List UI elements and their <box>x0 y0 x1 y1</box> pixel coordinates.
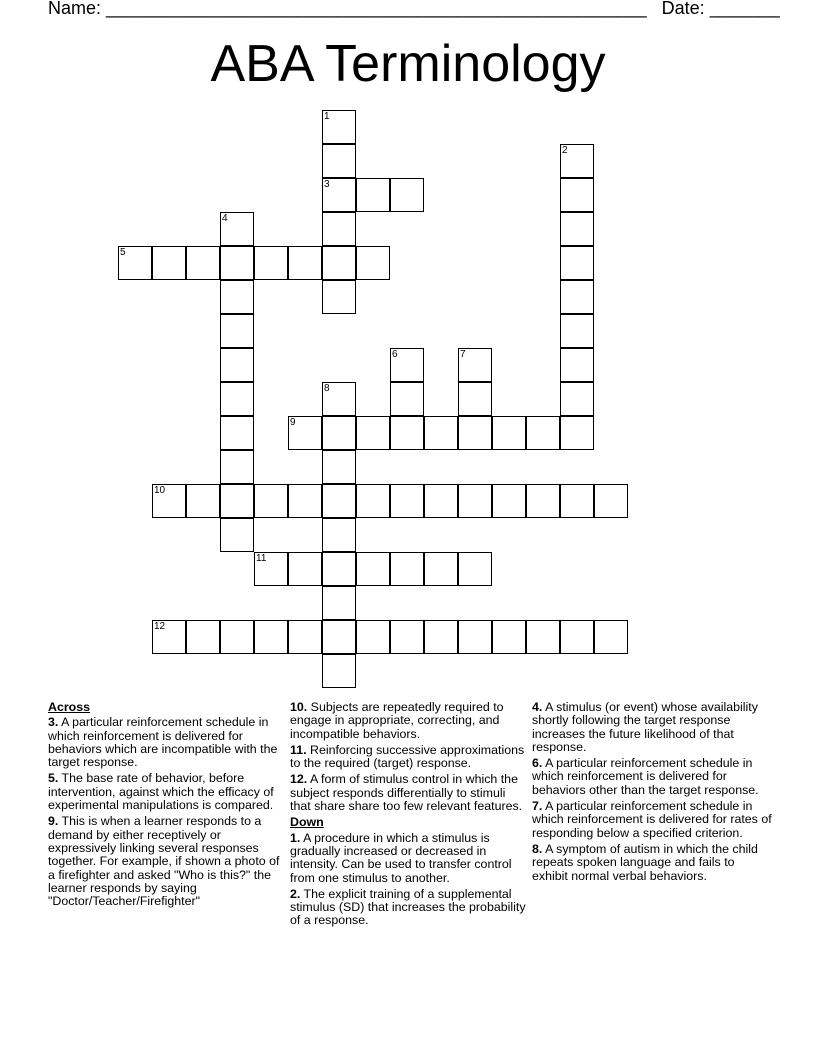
down-heading: Down <box>290 815 324 830</box>
date-blank[interactable]: _______ <box>709 0 780 18</box>
grid-cell[interactable] <box>560 314 594 348</box>
grid-cell[interactable] <box>424 620 458 654</box>
grid-cell[interactable] <box>322 518 356 552</box>
grid-cell[interactable] <box>288 246 322 280</box>
grid-cell[interactable] <box>186 484 220 518</box>
clue-down-7: 7. A particular reinforcement schedule in which reinforcement is delivered for rates of responding below a specified criterion. <box>532 799 772 840</box>
clue-number-5: 5 <box>120 247 126 258</box>
grid-cell[interactable] <box>560 382 594 416</box>
grid-cell[interactable] <box>458 620 492 654</box>
grid-cell[interactable] <box>254 620 288 654</box>
grid-cell[interactable] <box>220 620 254 654</box>
grid-cell[interactable] <box>322 654 356 688</box>
grid-cell[interactable] <box>560 484 594 518</box>
grid-cell[interactable] <box>390 178 424 212</box>
grid-cell[interactable] <box>560 246 594 280</box>
clue-number-7: 7 <box>460 349 466 360</box>
clue-number-11: 11 <box>256 553 267 564</box>
grid-cell[interactable] <box>220 246 254 280</box>
grid-cell[interactable] <box>594 484 628 518</box>
grid-cell[interactable] <box>458 552 492 586</box>
grid-cell[interactable] <box>458 416 492 450</box>
clue-number-4: 4 <box>222 213 228 224</box>
clue-down-2: 2. The explicit training of a supplemental stimulus (SD) that increases the probability of a response. <box>290 886 526 928</box>
clue-across-3: 3. A particular reinforcement schedule in which reinforcement is delivered for behaviors which are incompatible with the target response. <box>48 715 278 770</box>
grid-cell[interactable] <box>390 552 424 586</box>
grid-cell[interactable] <box>356 620 390 654</box>
grid-cell[interactable] <box>322 416 356 450</box>
grid-cell[interactable] <box>322 212 356 246</box>
clue-number-12: 12 <box>154 621 166 632</box>
grid-cell[interactable] <box>220 518 254 552</box>
grid-cell[interactable] <box>424 416 458 450</box>
grid-cell[interactable] <box>288 552 322 586</box>
grid-cell[interactable] <box>560 178 594 212</box>
clue-number-3: 3 <box>324 179 330 190</box>
grid-cell[interactable] <box>322 246 356 280</box>
grid-cell[interactable] <box>220 416 254 450</box>
grid-cell[interactable] <box>220 348 254 382</box>
grid-cell[interactable] <box>560 348 594 382</box>
clue-number-9: 9 <box>290 417 296 428</box>
grid-cell[interactable] <box>594 620 628 654</box>
grid-cell[interactable] <box>220 382 254 416</box>
grid-cell[interactable] <box>254 246 288 280</box>
grid-cell[interactable] <box>390 620 424 654</box>
grid-cell[interactable] <box>458 382 492 416</box>
clue-number-1: 1 <box>324 111 330 122</box>
grid-cell[interactable] <box>288 620 322 654</box>
clue-column-3 <box>532 701 772 886</box>
clue-across-9: 9. This is when a learner responds to a demand by either receptively or expressively linking several responses together. For example, if shown a photo of a firefighter and asked "Who is this?" the learner responds by saying "Doctor/Teacher/Firefighter" <box>48 814 280 909</box>
grid-cell[interactable] <box>492 620 526 654</box>
clue-across-11: 11. Reinforcing successive approximations to the required (target) response. <box>290 742 525 771</box>
grid-cell[interactable] <box>356 178 390 212</box>
grid-cell[interactable] <box>458 484 492 518</box>
grid-cell[interactable] <box>390 484 424 518</box>
clue-number-8: 8 <box>324 383 330 394</box>
clue-across-12: 12. A form of stimulus control in which the subject responds differentially to stimuli that share share too few relevant features. <box>290 772 523 814</box>
clue-down-8: 8. A symptom of autism in which the child repeats spoken language and fails to exhibit normal verbal behaviors. <box>532 841 758 883</box>
clue-number-2: 2 <box>562 145 568 156</box>
grid-cell[interactable] <box>220 450 254 484</box>
grid-cell[interactable] <box>356 416 390 450</box>
clue-column-2 <box>290 701 526 931</box>
name-label: Name: <box>48 0 102 18</box>
grid-cell[interactable] <box>186 620 220 654</box>
grid-cell[interactable] <box>526 484 560 518</box>
grid-cell[interactable] <box>526 416 560 450</box>
grid-cell[interactable] <box>492 484 526 518</box>
grid-cell[interactable] <box>356 552 390 586</box>
grid-cell[interactable] <box>322 450 356 484</box>
grid-cell[interactable] <box>220 484 254 518</box>
grid-cell[interactable] <box>186 246 220 280</box>
page-title: ABA Terminology <box>210 35 606 93</box>
date-label: Date: <box>661 0 705 18</box>
grid-cell[interactable] <box>322 586 356 620</box>
grid-cell[interactable] <box>560 212 594 246</box>
clue-down-6: 6. A particular reinforcement schedule in which reinforcement is delivered for behaviors other than the target response. <box>532 756 759 797</box>
grid-cell[interactable] <box>560 620 594 654</box>
grid-cell[interactable] <box>322 144 356 178</box>
grid-cell[interactable] <box>220 280 254 314</box>
grid-cell[interactable] <box>526 620 560 654</box>
grid-cell[interactable] <box>288 484 322 518</box>
clue-column-1 <box>48 701 284 911</box>
clue-number-10: 10 <box>154 485 166 496</box>
grid-cell[interactable] <box>356 484 390 518</box>
grid-cell[interactable] <box>322 552 356 586</box>
clue-across-5: 5. The base rate of behavior, before intervention, against which the efficacy of experimental manipulations is compared. <box>48 771 274 813</box>
clue-number-6: 6 <box>392 349 398 360</box>
grid-cell[interactable] <box>492 416 526 450</box>
grid-cell[interactable] <box>424 552 458 586</box>
grid-cell[interactable] <box>322 280 356 314</box>
grid-cell[interactable] <box>560 416 594 450</box>
grid-cell[interactable] <box>424 484 458 518</box>
grid-cell[interactable] <box>254 484 288 518</box>
across-heading: Across <box>48 700 91 714</box>
clue-down-4: 4. A stimulus (or event) whose availability shortly following the target response increases the future likelihood of that response. <box>532 700 758 754</box>
grid-cell[interactable] <box>560 280 594 314</box>
grid-cell[interactable] <box>390 416 424 450</box>
grid-cell[interactable] <box>356 246 390 280</box>
clue-across-10: 10. Subjects are repeatedly required to engage in appropriate, correcting, and incompatible behaviors. <box>290 700 504 741</box>
grid-cell[interactable] <box>322 484 356 518</box>
name-blank[interactable]: ______________________________________________________ <box>106 0 647 18</box>
grid-cell[interactable] <box>152 246 186 280</box>
grid-cell[interactable] <box>322 620 356 654</box>
grid-cell[interactable] <box>220 314 254 348</box>
grid-cell[interactable] <box>390 382 424 416</box>
clue-down-1: 1. A procedure in which a stimulus is gradually increased or decreased in intensity. Can be used to transfer control from one stimulus to another. <box>290 830 512 885</box>
